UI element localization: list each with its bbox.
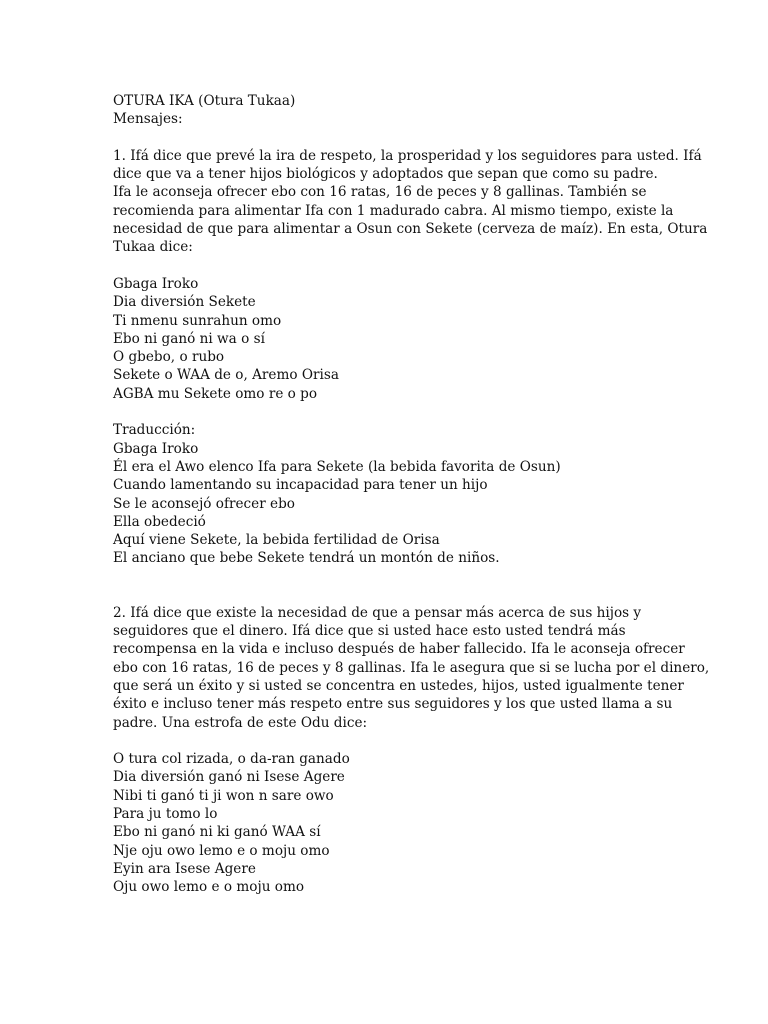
verse-line: Nibi ti ganó ti ji won n sare owo [113,787,334,804]
paragraph-line: Tukaa dice: [113,239,193,256]
paragraph-line: Ifa le aconseja ofrecer ebo con 16 ratas, 16 de peces y 8 gallinas. También se [113,184,647,201]
verse-line: Oju owo lemo e o moju omo [113,879,305,896]
verse-line: Nje oju owo lemo e o moju omo [113,842,330,859]
translation-line: El anciano que bebe Sekete tendrá un montón de niños. [113,550,500,567]
translation-line: Aquí viene Sekete, la bebida fertilidad de Orisa [113,532,440,549]
paragraph-line: recomienda para alimentar Ifa con 1 madurado cabra. Al mismo tiempo, existe la [113,202,674,219]
translation-heading: Traducción: [113,422,196,439]
verse-line: Sekete o WAA de o, Aremo Orisa [113,367,339,384]
paragraph-line: dice que va a tener hijos biológicos y adoptados que sepan que como su padre. [113,166,658,183]
paragraph-line: padre. Una estrofa de este Odu dice: [113,714,368,731]
paragraph-line: necesidad de que para alimentar a Osun con Sekete (cerveza de maíz). En esta, Otura [113,221,708,238]
paragraph-line: seguidores que el dinero. Ifá dice que si usted hace esto usted tendrá más [113,623,626,640]
paragraph-line: 1. Ifá dice que prevé la ira de respeto, la prosperidad y los seguidores para usted. Ifá [113,147,702,164]
translation-line: Ella obedeció [113,513,206,530]
verse-line: Para ju tomo lo [113,805,218,822]
verse-line: O gbebo, o rubo [113,349,225,366]
verse-line: O tura col rizada, o da-ran ganado [113,751,350,768]
verse-line: Ti nmenu sunrahun omo [113,312,282,329]
spacer [113,257,673,275]
paragraph-line: ebo con 16 ratas, 16 de peces y 8 gallinas. Ifa le asegura que si se lucha por el dinero, [113,659,710,676]
verse-line: Ebo ni ganó ni wa o sí [113,330,265,347]
section-1-translation [113,421,673,567]
spacer [113,129,673,147]
verse-line: Gbaga Iroko [113,275,199,292]
translation-line: Cuando lamentando su incapacidad para tener un hijo [113,477,488,494]
section-2-paragraph [113,604,710,732]
section-1-paragraph [113,147,708,257]
paragraph-line: 2. Ifá dice que existe la necesidad de que a pensar más acerca de sus hijos y [113,604,642,621]
paragraph-line: éxito e incluso tener más respeto entre sus seguidores y los que usted llama a su [113,696,673,713]
spacer [113,568,673,604]
paragraph-line: que será un éxito y si usted se concentra en ustedes, hijos, usted igualmente tener [113,677,684,694]
translation-line: Él era el Awo elenco Ifa para Sekete (la bebida favorita de Osun) [113,458,561,475]
section-1-verse [113,275,673,403]
spacer [113,732,673,750]
document-title: OTURA IKA (Otura Tukaa) [113,93,296,109]
document-page [113,92,710,896]
verse-line: Eyin ara Isese Agere [113,860,256,877]
spacer [113,403,673,421]
document-subtitle: Mensajes: [113,111,183,128]
verse-line: Ebo ni ganó ni ki ganó WAA sí [113,824,321,841]
section-2-verse [113,750,673,896]
translation-line: Se le aconsejó ofrecer ebo [113,495,295,512]
verse-line: Dia diversión ganó ni Isese Agere [113,769,345,786]
verse-line: AGBA mu Sekete omo re o po [113,385,318,402]
translation-line: Gbaga Iroko [113,440,199,457]
verse-line: Dia diversión Sekete [113,294,256,311]
paragraph-line: recompensa en la vida e incluso después de haber fallecido. Ifa le aconseja ofrecer [113,641,685,658]
